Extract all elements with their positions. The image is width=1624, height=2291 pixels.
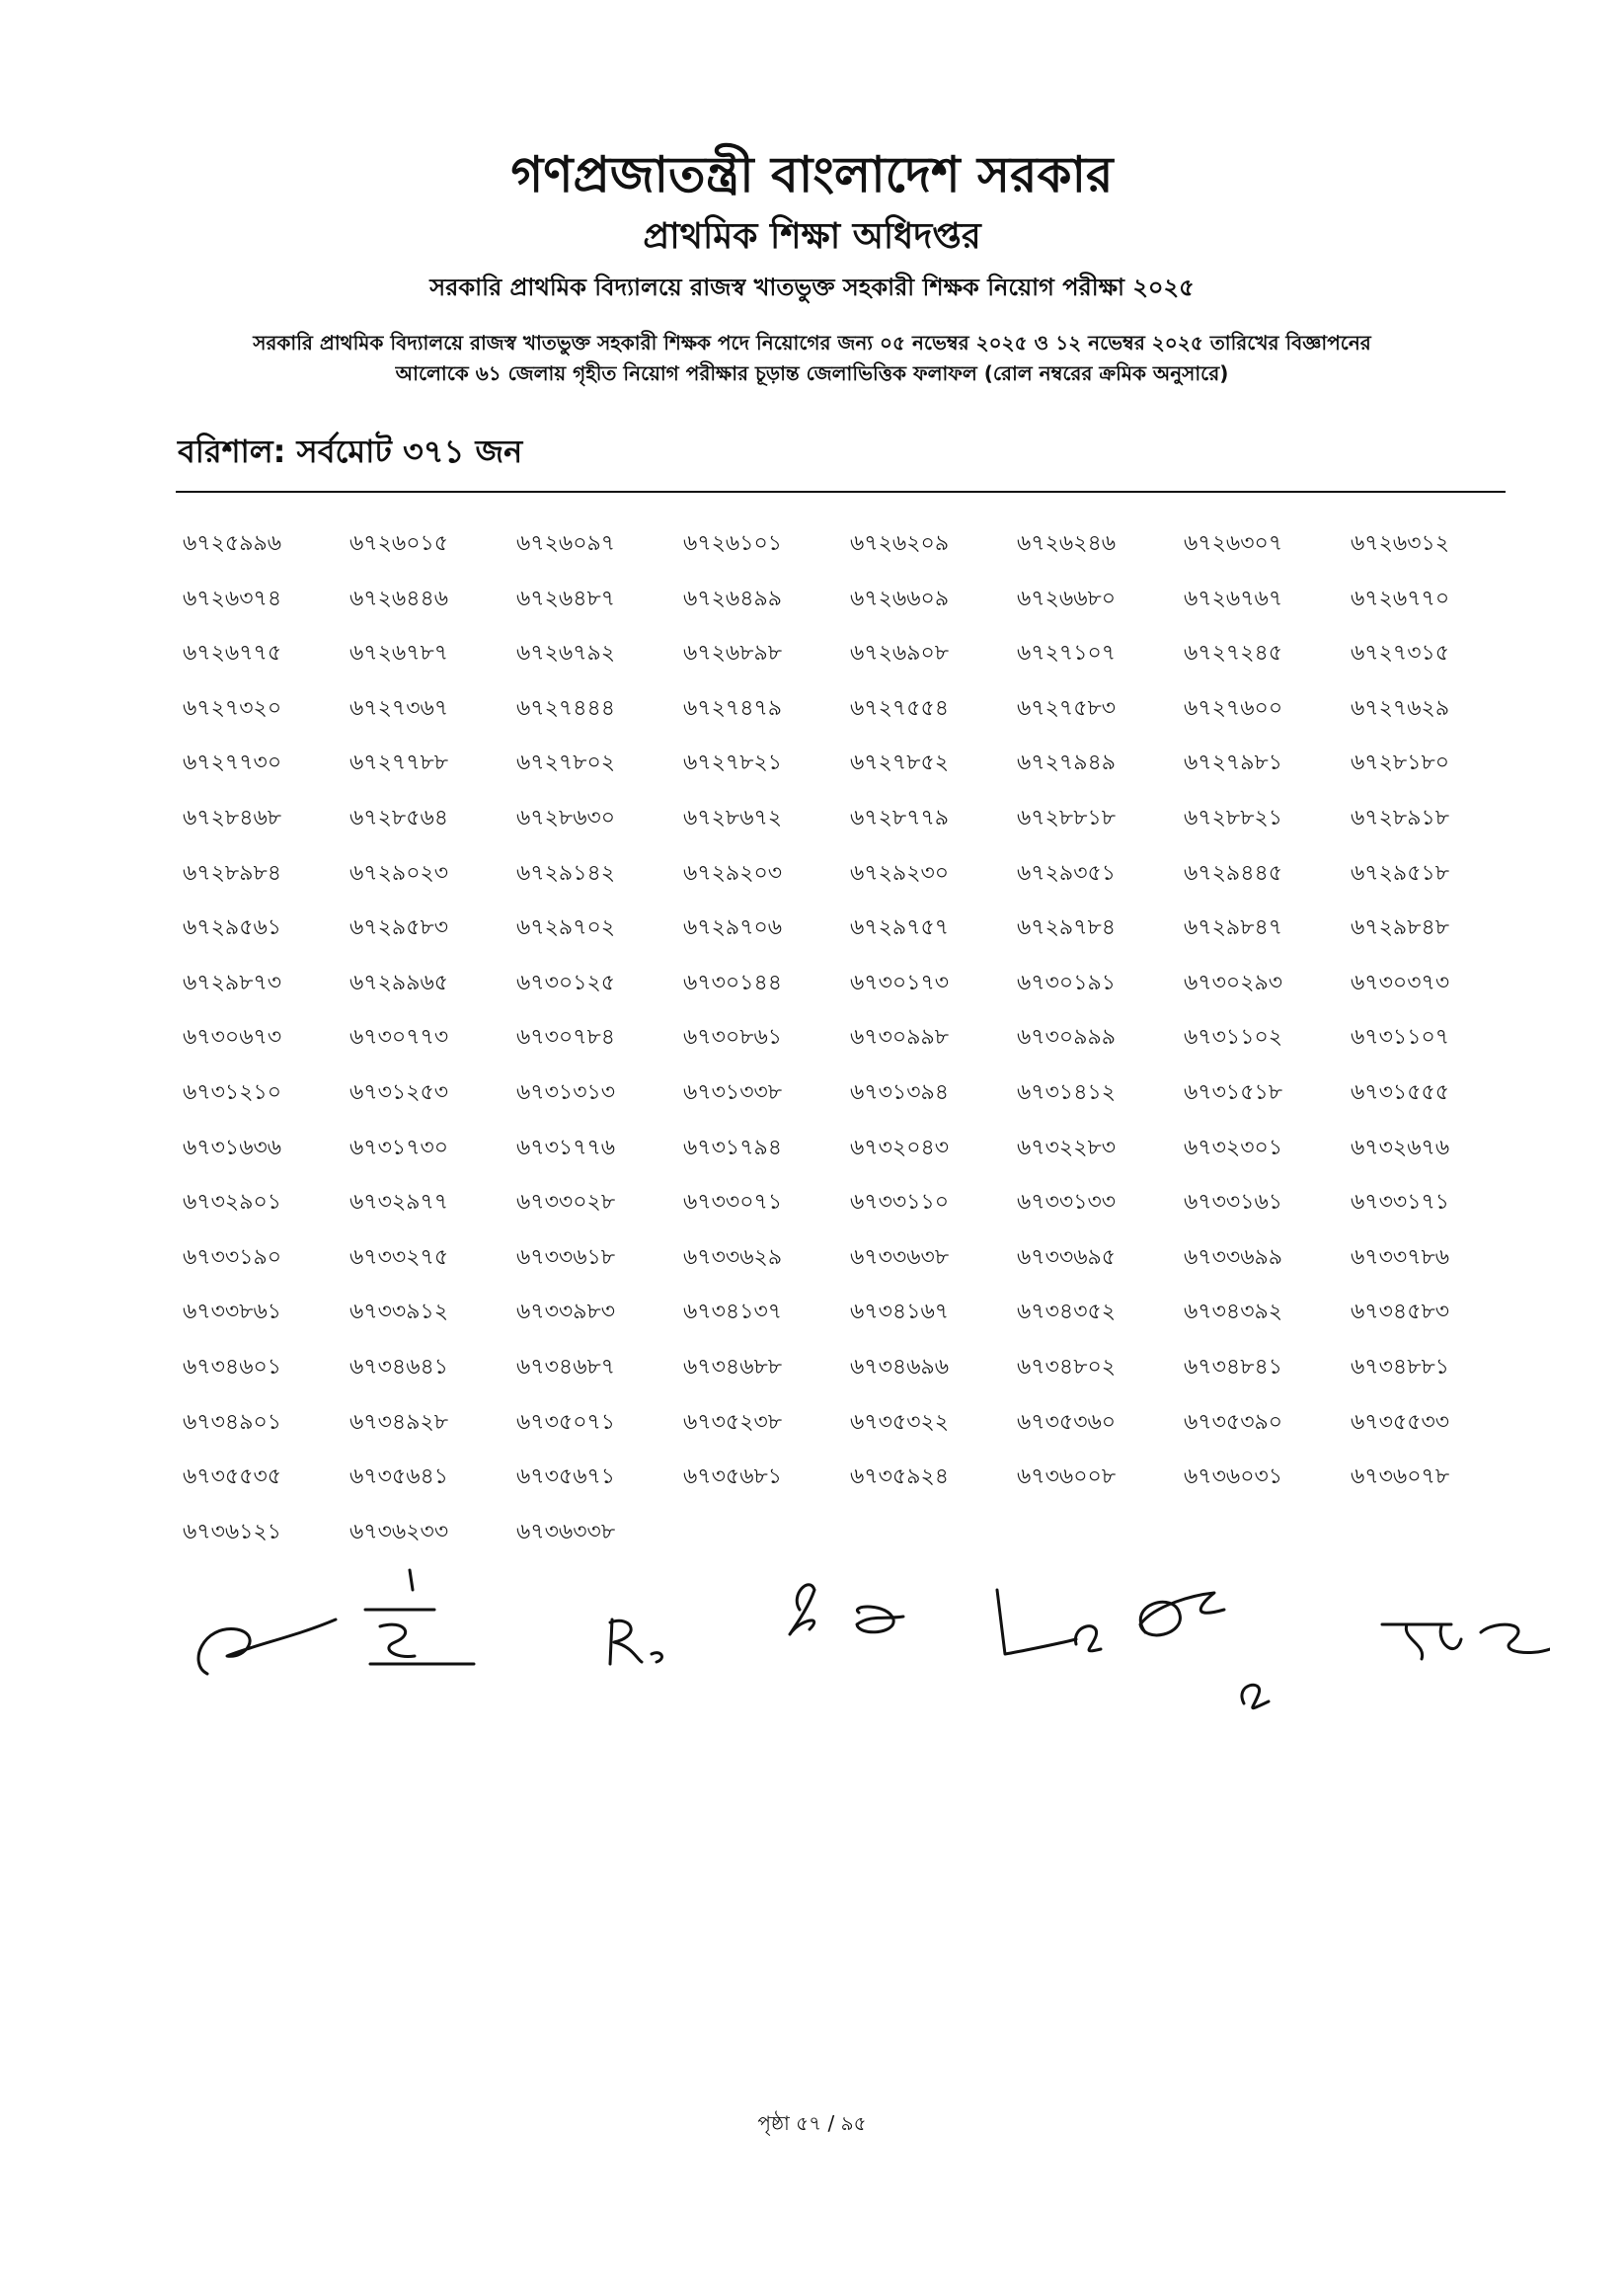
roll-number: ৬৭২৭৯৮১ [1184,750,1283,776]
roll-number: ৬৭৩০৭৭৩ [349,1025,449,1051]
roll-number: ৬৭৩৬০৭৮ [1351,1464,1450,1490]
roll-number: ৬৭২৮৬৭২ [683,805,783,830]
roll-number: ৬৭২৬৪৮৭ [516,586,616,611]
roll-number: ৬৭৩৫৬৭১ [516,1464,616,1490]
roll-number: ৬৭২৬৬৮০ [1017,586,1117,611]
roll-number: ৬৭৩০৬৭৩ [183,1025,282,1051]
roll-number: ৬৭৩৩১৯০ [183,1244,282,1270]
roll-number: ৬৭৩৩৬২৯ [683,1244,783,1270]
roll-number: ৬৭৩৫২৩৮ [683,1409,783,1435]
roll-number: ৬৭২৬৭৯২ [516,641,616,667]
roll-number: ৬৭৩২৩০১ [1184,1135,1283,1160]
roll-number: ৬৭৩৪৯২৮ [349,1409,449,1435]
roll-number: ৬৭২৭২৪৫ [1184,641,1283,667]
roll-number: ৬৭২৮৯৮৪ [183,860,282,886]
roll-number: ৬৭৩৩৬১৮ [516,1244,616,1270]
roll-number: ৬৭৩০১৪৪ [683,970,783,995]
roll-number: ৬৭৩৪৩৫২ [1017,1300,1117,1325]
notice-line-1: সরকারি প্রাথমিক বিদ্যালয়ে রাজস্ব খাতভুক্ত সহকারী শিক্ষক পদে নিয়োগের জন্য ০৫ নভেম্বর ২০২৫ ও ১২ নভেম্বর ২০২৫ তারিখের বিজ্ঞাপনের [253,331,1371,355]
roll-number: ৬৭২৭৮৫২ [850,750,950,776]
roll-number: ৬৭২৬৯০৮ [850,641,950,667]
roll-number: ৬৭৩১৩৯৪ [850,1079,950,1105]
roll-number: ৬৭৩৩১১০ [850,1190,950,1216]
roll-number: ৬৭৩৫৩২২ [850,1409,950,1435]
roll-number: ৬৭৩৪১৬৭ [850,1300,950,1325]
roll-number: ৬৭৩৫৫৩৫ [183,1464,282,1490]
roll-number: ৬৭২৯১৪২ [516,860,616,886]
roll-number: ৬৭৩৩৬৯৫ [1017,1244,1117,1270]
roll-number: ৬৭৩২৬৭৬ [1351,1135,1450,1160]
roll-number: ৬৭৩৩২৭৫ [349,1244,449,1270]
roll-number: ৬৭২৯০২৩ [349,860,449,886]
roll-number: ৬৭৩৩৯১২ [349,1300,449,1325]
roll-number: ৬৭২৭৩২০ [183,695,282,721]
roll-number: ৬৭২৬৬০৯ [850,586,950,611]
signature-4 [790,1585,903,1634]
roll-number: ৬৭২৯৫১৮ [1351,860,1450,886]
roll-number: ৬৭৩৩৬৩৮ [850,1244,950,1270]
roll-number: ৬৭২৮৮২১ [1184,805,1283,830]
roll-number: ৬৭৩২২৮৩ [1017,1135,1117,1160]
roll-number: ৬৭৩৩১৩৩ [1017,1190,1117,1216]
roll-number: ৬৭২৬৪৯৯ [683,586,783,611]
roll-number: ৬৭৩০২৯৩ [1184,970,1283,995]
roll-number: ৬৭৩৪৬৮৭ [516,1354,616,1380]
roll-number: ৬৭২৯৭৫৭ [850,915,950,941]
roll-number: ৬৭২৬৮৯৮ [683,641,783,667]
roll-number: ৬৭২৬৭৭০ [1351,586,1450,611]
roll-number: ৬৭৩৫০৭১ [516,1409,616,1435]
roll-number: ৬৭৩৩৭৮৬ [1351,1244,1450,1270]
roll-number: ৬৭২৬৩০৭ [1184,531,1283,556]
district-heading: বরিশাল: সর্বমোট ৩৭১ জন [178,433,523,470]
roll-number: ৬৭৩০১৯১ [1017,970,1117,995]
roll-number: ৬৭৩২৯০১ [183,1190,282,1216]
roll-number: ৬৭২৭৩১৫ [1351,641,1450,667]
roll-number: ৬৭২৯২০৩ [683,860,783,886]
roll-number: ৬৭৩৩০২৮ [516,1190,616,1216]
government-title: গণপ্রজাতন্ত্রী বাংলাদেশ সরকার [510,146,1114,203]
roll-number: ৬৭৩৩৬৯৯ [1184,1244,1283,1270]
roll-number: ৬৭২৮৯১৮ [1351,805,1450,830]
roll-number: ৬৭২৯৫৬১ [183,915,282,941]
roll-number: ৬৭২৯৭০২ [516,915,616,941]
roll-number: ৬৭৩১৬৩৬ [183,1135,282,1160]
roll-number: ৬৭২৬০১৫ [349,531,449,556]
roll-number: ৬৭৩৫৬৮১ [683,1464,783,1490]
roll-number: ৬৭৩১৫৫৫ [1351,1079,1450,1105]
roll-number: ৬৭৩১৭৩০ [349,1135,449,1160]
roll-number: ৬৭২৯৮৪৭ [1184,915,1283,941]
roll-number: ৬৭২৯৭৮৪ [1017,915,1117,941]
roll-number: ৬৭২৯২৩০ [850,860,950,886]
roll-number: ৬৭৩৫৩৯০ [1184,1409,1283,1435]
roll-number: ৬৭৩৪৯০১ [183,1409,282,1435]
roll-number: ৬৭৩৪৬৪১ [349,1354,449,1380]
roll-number: ৬৭২৯৮৭৩ [183,970,282,995]
roll-number: ৬৭২৭৬০০ [1184,695,1283,721]
roll-number: ৬৭৩২০৪৩ [850,1135,950,1160]
roll-number: ৬৭৩০৯৯৮ [850,1025,950,1051]
roll-number: ৬৭২৭৯৪৯ [1017,750,1117,776]
roll-number: ৬৭২৭৮০২ [516,750,616,776]
roll-number: ৬৭৩৫৩৬০ [1017,1409,1117,1435]
roll-number: ৬৭৩৬৩৩৮ [516,1519,616,1544]
roll-number: ৬৭২৫৯৯৬ [183,531,282,556]
roll-number: ৬৭২৭৪৭৯ [683,695,783,721]
roll-number: ৬৭২৬৭৭৫ [183,641,282,667]
roll-number: ৬৭৩৪৫৮৩ [1351,1300,1450,1325]
roll-number: ৬৭৩১৭৯৪ [683,1135,783,1160]
roll-number: ৬৭৩২৯৭৭ [349,1190,449,1216]
roll-number: ৬৭২৭৬২৯ [1351,695,1450,721]
roll-number: ৬৭২৮৫৬৪ [349,805,449,830]
signature-1 [198,1620,336,1674]
roll-number: ৬৭৩৪৮৮১ [1351,1354,1450,1380]
roll-number: ৬৭২৭৩৬৭ [349,695,449,721]
roll-number: ৬৭২৬৪৪৬ [349,586,449,611]
roll-number: ৬৭২৯৫৮৩ [349,915,449,941]
page-number: পৃষ্ঠা ৫৭ / ৯৫ [757,2111,867,2135]
roll-number: ৬৭৩৫৯২৪ [850,1464,950,1490]
roll-number: ৬৭৩১২১০ [183,1079,282,1105]
roll-number: ৬৭২৭৭৮৮ [349,750,449,776]
notice-line-2: আলোকে ৬১ জেলায় গৃহীত নিয়োগ পরীক্ষার চূড়ান্ত জেলাভিত্তিক ফলাফল (রোল নম্বরের ক্রমিক অনুসারে) [395,361,1229,385]
signature-3 [610,1620,661,1664]
roll-number: ৬৭৩০৮৬১ [683,1025,783,1051]
roll-number: ৬৭৩৩৯৮৩ [516,1300,616,1325]
roll-number: ৬৭৩৬২৩৩ [349,1519,449,1544]
roll-number: ৬৭৩১৪১২ [1017,1079,1117,1105]
roll-number: ৬৭৩১২৫৩ [349,1079,449,1105]
roll-number: ৬৭৩১৩১৩ [516,1079,616,1105]
roll-number: ৬৭২৬২৪৬ [1017,531,1117,556]
roll-number: ৬৭৩৪১৩৭ [683,1300,783,1325]
signature-5 [997,1590,1269,1708]
roll-number: ৬৭৩০৩৭৩ [1351,970,1450,995]
roll-number: ৬৭৩৪৬০১ [183,1354,282,1380]
roll-number: ৬৭২৮১৮০ [1351,750,1450,776]
roll-number: ৬৭২৯৯৬৫ [349,970,449,995]
roll-number: ৬৭২৬০৯৭ [516,531,616,556]
roll-number: ৬৭২৮৪৬৮ [183,805,282,830]
roll-number: ৬৭৩৬০০৮ [1017,1464,1117,1490]
roll-number: ৬৭৩৪৮০২ [1017,1354,1117,1380]
roll-number: ৬৭২৯৪৪৫ [1184,860,1283,886]
roll-number: ৬৭৩৪৬৯৬ [850,1354,950,1380]
roll-number: ৬৭২৬৭৬৭ [1184,586,1283,611]
roll-number: ৬৭৩৫৫৩৩ [1351,1409,1450,1435]
roll-number: ৬৭৩৪৮৪১ [1184,1354,1283,1380]
roll-number: ৬৭৩৬১২১ [183,1519,282,1544]
exam-title: সরকারি প্রাথমিক বিদ্যালয়ে রাজস্ব খাতভুক্ত সহকারী শিক্ষক নিয়োগ পরীক্ষা ২০২৫ [429,274,1195,301]
roll-number: ৬৭২৭৭৩০ [183,750,282,776]
roll-number: ৬৭৩১৩৩৮ [683,1079,783,1105]
roll-number: ৬৭২৬৩১২ [1351,531,1450,556]
roll-number: ৬৭৩৪৩৯২ [1184,1300,1283,1325]
roll-number: ৬৭২৬১০১ [683,531,783,556]
roll-number: ৬৭৩১১০৭ [1351,1025,1450,1051]
roll-number: ৬৭২৮৮১৮ [1017,805,1117,830]
roll-number: ৬৭২৯৮৪৮ [1351,915,1450,941]
roll-number: ৬৭২৭৪৪৪ [516,695,616,721]
signature-2 [365,1570,474,1664]
roll-number: ৬৭৩১৫১৮ [1184,1079,1283,1105]
roll-number: ৬৭৩৬০৩১ [1184,1464,1283,1490]
roll-number: ৬৭২৭৮২১ [683,750,783,776]
roll-number-grid [183,526,1517,1569]
roll-number: ৬৭২৭৫৮৩ [1017,695,1117,721]
roll-number: ৬৭৩৫৬৪১ [349,1464,449,1490]
roll-number: ৬৭৩০৭৮৪ [516,1025,616,1051]
signatures [168,1565,1550,1733]
roll-number: ৬৭২৭৫৫৪ [850,695,950,721]
heading-divider [176,491,1506,493]
roll-number: ৬৭৩০১২৫ [516,970,616,995]
roll-number: ৬৭৩০১৭৩ [850,970,950,995]
roll-number: ৬৭৩৩১৭১ [1351,1190,1450,1216]
roll-number: ৬৭৩১৭৭৬ [516,1135,616,1160]
roll-number: ৬৭২৯৩৫১ [1017,860,1117,886]
roll-number: ৬৭২৬২০৯ [850,531,950,556]
roll-number: ৬৭৩০৯৯৯ [1017,1025,1117,1051]
roll-number: ৬৭৩৩১৬১ [1184,1190,1283,1216]
roll-number: ৬৭২৯৭০৬ [683,915,783,941]
directorate-title: প্রাথমিক শিক্ষা অধিদপ্তর [643,216,981,257]
roll-number: ৬৭৩১১০২ [1184,1025,1283,1051]
roll-number: ৬৭২৮৬৩০ [516,805,616,830]
roll-number: ৬৭৩৩৮৬১ [183,1300,282,1325]
roll-number: ৬৭২৮৭৭৯ [850,805,950,830]
roll-number: ৬৭৩৪৬৮৮ [683,1354,783,1380]
signature-6 [1382,1624,1550,1659]
roll-number: ৬৭৩৩০৭১ [683,1190,783,1216]
roll-number: ৬৭২৬৭৮৭ [349,641,449,667]
roll-number: ৬৭২৭১০৭ [1017,641,1117,667]
roll-number: ৬৭২৬৩৭৪ [183,586,282,611]
